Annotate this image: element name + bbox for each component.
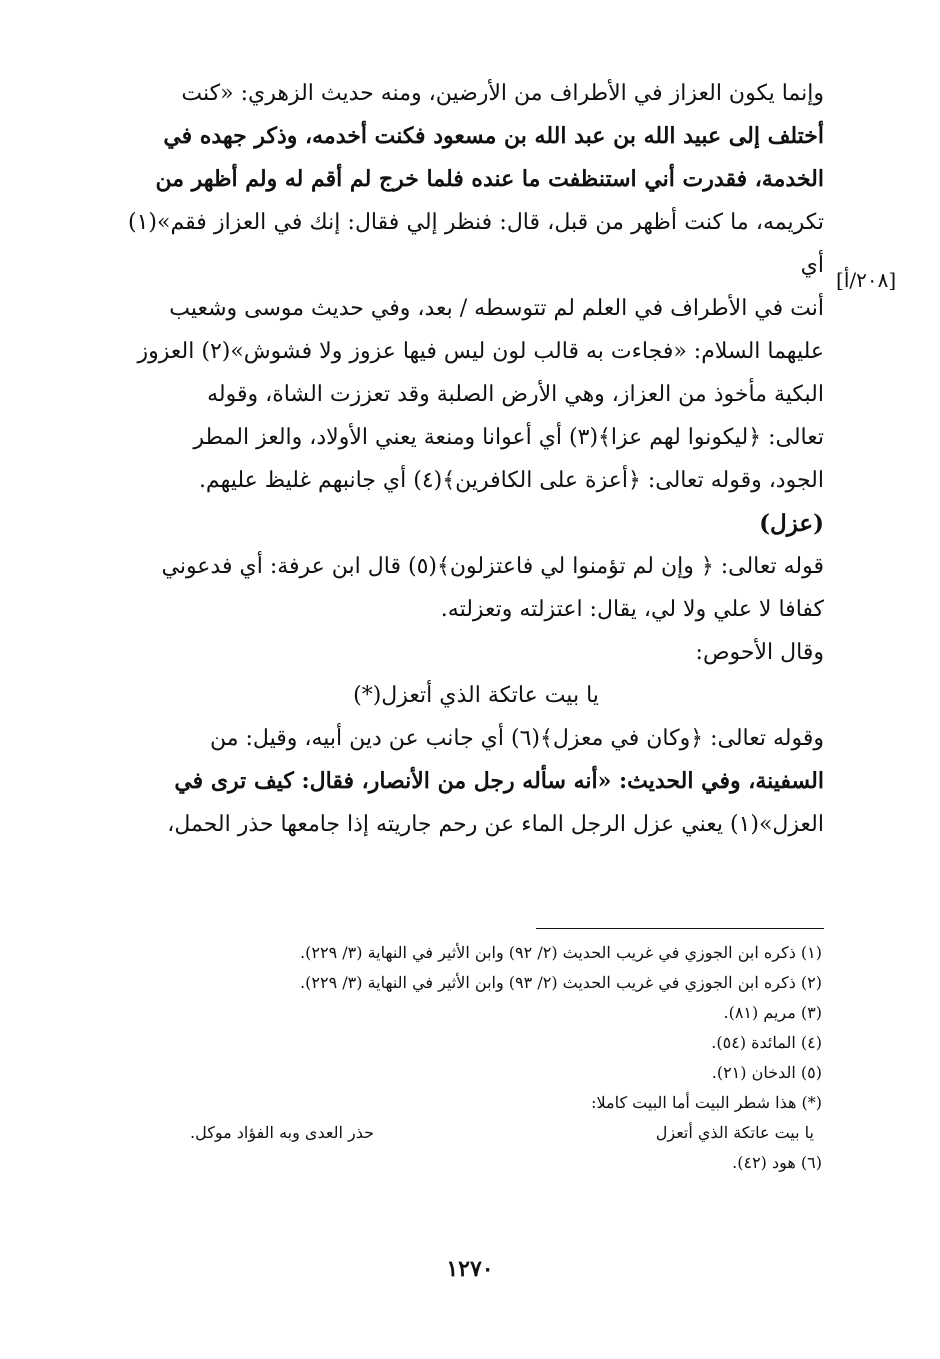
folio-margin-note: [٢٠٨/أ] xyxy=(836,268,897,292)
text-line: تكريمه، ما كنت أظهر من قبل، قال: فنظر إلي فقال: إنك في العزاز فقم»(١) أي xyxy=(128,210,824,278)
text-line: وإنما يكون العزاز في الأطراف من الأرضين، ومنه حديث الزهري: «كنت xyxy=(181,81,824,106)
footnotes xyxy=(150,938,822,1178)
footnote-divider xyxy=(536,928,824,929)
text-line: كفافا لا علي ولا لي، يقال: اعتزلته وتعزلته. xyxy=(440,597,824,622)
footnote: (٤) المائدة (٥٤). xyxy=(711,1033,822,1052)
text-line: وقال الأحوص: xyxy=(695,640,824,665)
first-hemistich: يا بيت عاتكة الذي أتعزل xyxy=(655,1123,814,1142)
footnote-verse xyxy=(150,1118,822,1148)
text-line: قوله تعالى: ﴿ وإن لم تؤمنوا لي فاعتزلون﴾(٥) قال ابن عرفة: أي فدعوني xyxy=(161,554,824,579)
footnote: (٦) هود (٤٢). xyxy=(732,1153,822,1172)
entry-heading: (عزل) xyxy=(759,510,824,537)
footnote: (١) ذكره ابن الجوزي في غريب الحديث (٢/ ٩٢) وابن الأثير في النهاية (٣/ ٢٢٩). xyxy=(300,943,822,962)
poetry-verse: يا بيت عاتكة الذي أتعزل(*) xyxy=(353,683,599,708)
page-number: ١٢٧٠ xyxy=(446,1256,494,1282)
second-hemistich: حذر العدى وبه الفؤاد موكل. xyxy=(190,1123,374,1142)
text-line: الجود، وقوله تعالى: ﴿أعزة على الكافرين﴾(٤) أي جانبهم غليظ عليهم. xyxy=(198,468,824,493)
footnote: (٣) مريم (٨١). xyxy=(723,1003,822,1022)
text-line: السفينة، وفي الحديث: «أنه سأله رجل من الأنصار، فقال: كيف ترى في xyxy=(174,768,824,794)
text-line: وقوله تعالى: ﴿وكان في معزل﴾(٦) أي جانب عن دين أبيه، وقيل: من xyxy=(210,726,824,751)
footnote: (٢) ذكره ابن الجوزي في غريب الحديث (٢/ ٩٣) وابن الأثير في النهاية (٣/ ٢٢٩). xyxy=(300,973,822,992)
text-line: أنت في الأطراف في العلم لم تتوسطه / بعد، وفي حديث موسى وشعيب xyxy=(169,296,824,321)
footnote: (٥) الدخان (٢١). xyxy=(711,1063,822,1082)
text-line: البكية مأخوذ من العزاز، وهي الأرض الصلبة وقد تعززت الشاة، وقوله xyxy=(207,382,824,407)
text-line: الخدمة، فقدرت أني استنظفت ما عنده فلما خرج لم أقم له ولم أظهر من xyxy=(155,166,824,192)
text-line: تعالى: ﴿ليكونوا لهم عزا﴾(٣) أي أعوانا ومنعة يعني الأولاد، والعز المطر xyxy=(193,425,824,450)
main-text xyxy=(128,72,824,846)
text-line: عليهما السلام: «فجاءت به قالب لون ليس فيها عزوز ولا فشوش»(٢) العزوز xyxy=(137,339,824,364)
text-line: العزل»(١) يعني عزل الرجل الماء عن رحم جاريته إذا جامعها حذر الحمل، xyxy=(167,812,824,837)
footnote: (*) هذا شطر البيت أما البيت كاملا: xyxy=(591,1093,822,1112)
text-line: أختلف إلى عبيد الله بن عبد الله بن مسعود فكنت أخدمه، وذكر جهده في xyxy=(163,123,824,149)
